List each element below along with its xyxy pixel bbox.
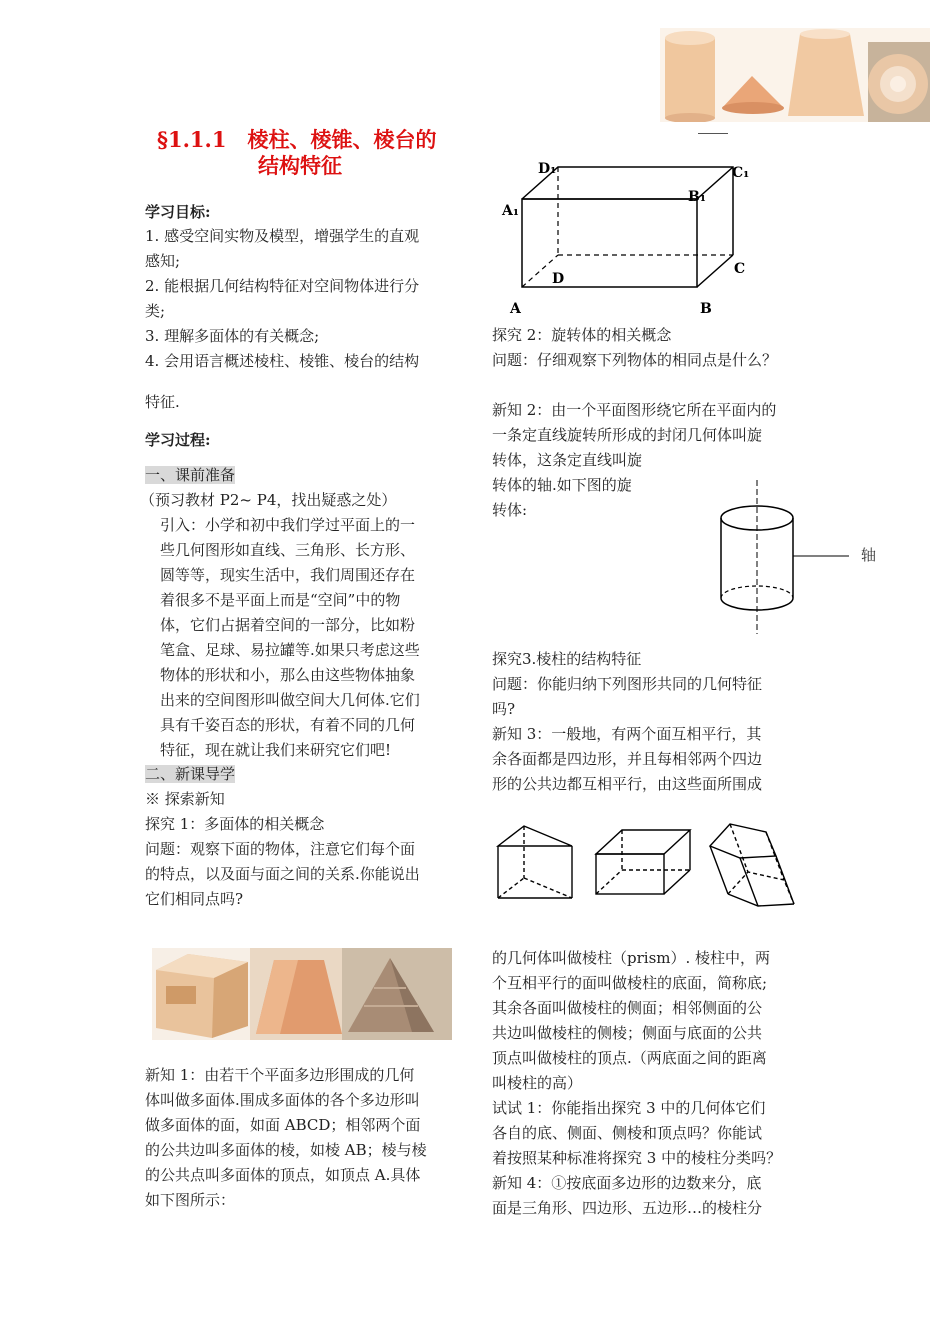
section-heading: 二、新课导学 (145, 765, 236, 783)
explore3-line: 新知 3：一般地，有两个面互相平行，其 (492, 725, 762, 743)
frustum-pyramid-photo (250, 948, 342, 1040)
label-d1: D₁ (538, 161, 557, 177)
goal-line: 1. 感受空间实物及模型，增强学生的直观 (145, 227, 420, 245)
sphere-photo (868, 42, 930, 122)
intro-line: 着很多不是平面上而是“空间”中的物 (160, 591, 401, 609)
box-photo (156, 954, 248, 1038)
new1-line: 体叫做多面体.围成多面体的各个多边形叫 (145, 1091, 420, 1109)
intro-line: 笔盒、足球、易拉罐等.如果只考虑这些 (160, 641, 420, 659)
new3-line: 个互相平行的面叫做棱柱的底面，简称底; (492, 974, 768, 992)
explore3-line: 余各面都是四边形，并且每相邻两个四边 (492, 750, 763, 768)
pyramid-photo (342, 948, 452, 1040)
goal-line: 特征. (145, 393, 180, 411)
oblique-pentagonal-prism (710, 824, 794, 906)
explore3-line: 问题：你能归纳下列图形共同的几何特征 (492, 675, 763, 693)
try1-line: 着按照某种标准将探究 3 中的棱柱分类吗？ (492, 1149, 782, 1167)
explore2-line: 问题：仔细观察下列物体的相同点是什么？ (492, 351, 778, 369)
new2-line: 转体的轴.如下图的旋 (492, 476, 632, 494)
section-heading: 一、课前准备 (145, 466, 236, 484)
cuboid-diagram (492, 155, 762, 325)
preview-note: （预习教材 P2~ P4，找出疑惑之处） (140, 491, 397, 509)
intro-line: 体，它们占据着空间的一部分，比如粉 (160, 616, 416, 634)
explore2-line: 探究 2：旋转体的相关概念 (492, 326, 672, 344)
new1-line: 的公共点叫多面体的顶点，如顶点 A.具体 (145, 1166, 421, 1184)
intro-line: 特征，现在就让我们来研究它们吧! (160, 741, 392, 759)
label-b: B (700, 301, 712, 317)
label-c: C (734, 261, 746, 277)
new2-line: 一条定直线旋转所形成的封闭几何体叫旋 (492, 426, 763, 444)
goal-line: 3. 理解多面体的有关概念; (145, 327, 320, 345)
quadrangular-prism (596, 830, 690, 894)
intro-line: 圆等等，现实生活中，我们周围还存在 (160, 566, 416, 584)
new4-line: 面是三角形、四边形、五边形…的棱柱分 (492, 1199, 763, 1217)
small-dash (698, 133, 728, 134)
new1-line: 的公共边叫多面体的棱，如棱 AB；棱与棱 (145, 1141, 427, 1159)
label-c1: C₁ (732, 165, 750, 181)
try1-line: 各自的底、侧面、侧棱和顶点吗？你能试 (492, 1124, 763, 1142)
new1-line: 如下图所示： (145, 1191, 236, 1209)
intro-line: 些几何图形如直线、三角形、长方形、 (160, 541, 416, 559)
explore-mark: ※ 探索新知 (145, 790, 225, 808)
new3-line: 共边叫做棱柱的侧棱；侧面与底面的公共 (492, 1024, 763, 1042)
label-a1: A₁ (502, 203, 519, 219)
prisms-diagram (492, 818, 802, 910)
new1-line: 新知 1：由若干个平面多边形围成的几何 (145, 1066, 415, 1084)
intro-line: 出来的空间图形叫做空间大几何体.它们 (160, 691, 420, 709)
new3-line: 其余各面叫做棱柱的侧面；相邻侧面的公 (492, 999, 763, 1017)
new3-line: 叫棱柱的高） (492, 1074, 583, 1092)
intro-line: 引入：小学和初中我们学过平面上的一 (160, 516, 416, 534)
label-a: A (510, 301, 521, 317)
intro-line: 具有千姿百态的形状，有着不同的几何 (160, 716, 416, 734)
goal-line: 类; (145, 302, 166, 320)
explore3-line: 吗? (492, 700, 516, 718)
explore1-line: 问题：观察下面的物体，注意它们每个面 (145, 840, 416, 858)
cylinder-photo (665, 31, 715, 122)
process-heading: 学习过程: (145, 431, 211, 449)
explore3-line: 形的公共边都互相平行，由这些面所围成 (492, 775, 763, 793)
explore1-line: 它们相同点吗? (145, 890, 244, 908)
cylinder-axis-diagram (715, 478, 885, 636)
axis-label: 轴 (861, 546, 877, 564)
goal-line: 感知; (145, 252, 181, 270)
new3-line: 顶点叫做棱柱的顶点.（两底面之间的距离 (492, 1049, 767, 1067)
new2-line: 转体，这条定直线叫旋 (492, 451, 643, 469)
new1-line: 做多面体的面，如面 ABCD；相邻两个面 (145, 1116, 421, 1134)
try1-line: 试试 1：你能指出探究 3 中的几何体它们 (492, 1099, 766, 1117)
polyhedra-photo-strip (152, 948, 452, 1040)
explore3-line: 探究3.棱柱的结构特征 (492, 650, 642, 668)
intro-line: 物体的形状和小，那么由这些物体抽象 (160, 666, 416, 684)
label-d: D (552, 271, 565, 287)
goals-heading: 学习目标: (145, 203, 211, 221)
page-title-line2: 结构特征 (258, 153, 342, 178)
new2-line: 转体: (492, 501, 528, 519)
page-title: §1.1.1 棱柱、棱锥、棱台的 (157, 127, 437, 152)
explore1-line: 探究 1：多面体的相关概念 (145, 815, 325, 833)
new3-line: 的几何体叫做棱柱（prism）. 棱柱中，两 (492, 949, 771, 967)
new2-line: 新知 2：由一个平面图形绕它所在平面内的 (492, 401, 777, 419)
triangular-prism (498, 826, 572, 898)
goal-line: 2. 能根据几何结构特征对空间物体进行分 (145, 277, 420, 295)
explore1-line: 的特点，以及面与面之间的关系.你能说出 (145, 865, 420, 883)
label-b1: B₁ (688, 189, 706, 205)
goal-line: 4. 会用语言概述棱柱、棱锥、棱台的结构 (145, 352, 420, 370)
solids-photo-strip (660, 28, 930, 122)
new4-line: 新知 4：①按底面多边形的边数来分，底 (492, 1174, 762, 1192)
